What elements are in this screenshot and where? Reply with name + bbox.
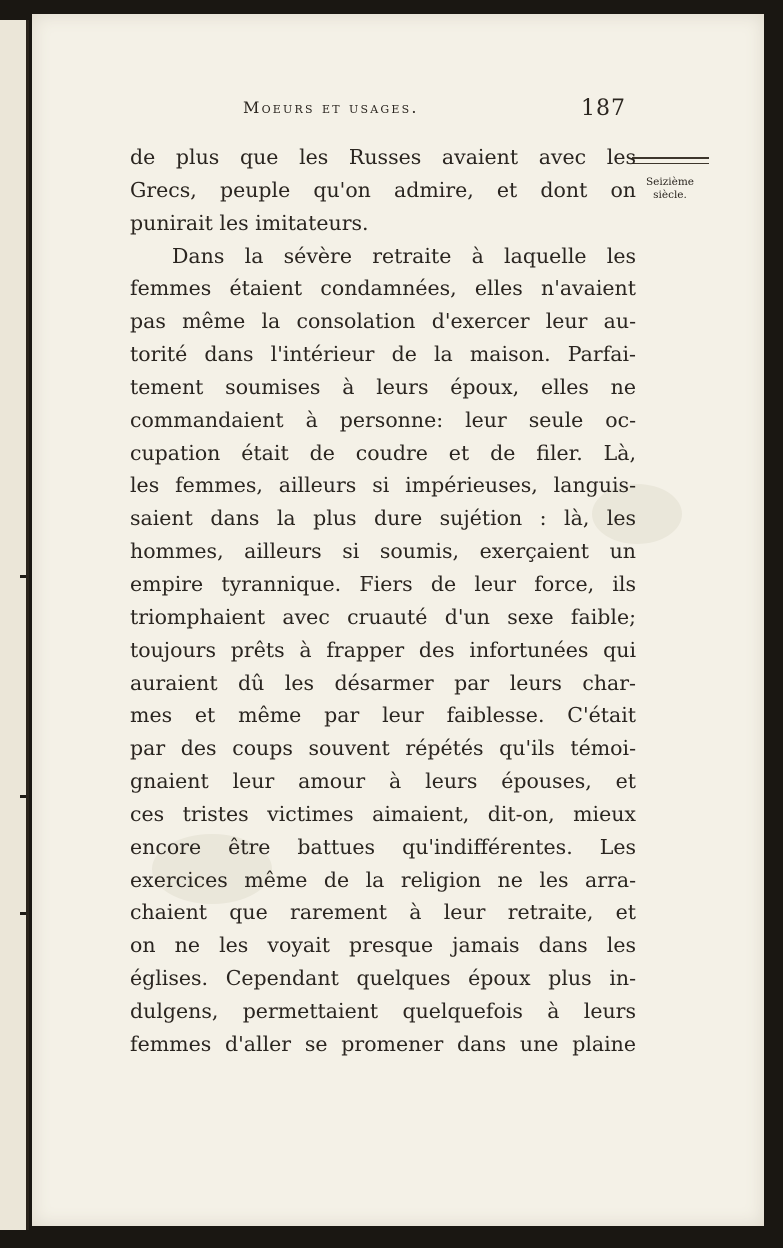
text-line: triomphaient avec cruauté d'un sexe faible; [130, 604, 636, 629]
page-number: 187 [581, 96, 626, 121]
text-line: gnaient leur amour à leurs épouses, et [130, 769, 636, 794]
text-line: auraient dû les désarmer par leurs char- [130, 670, 636, 695]
text-line: saient dans la plus dure sujétion : là, les [130, 506, 636, 531]
text-line: églises. Cependant quelques époux plus in- [130, 966, 636, 991]
text-line: pas même la consolation d'exercer leur au- [130, 309, 636, 334]
text-line: empire tyrannique. Fiers de leur force, ils [130, 571, 636, 596]
margin-rule [632, 157, 709, 164]
text-line: femmes d'aller se promener dans une plaine [130, 1031, 636, 1056]
text-line: tement soumises à leurs époux, elles ne [130, 374, 636, 399]
text-line: par des coups souvent répétés qu'ils témoi- [130, 736, 636, 761]
text-line: chaient que rarement à leur retraite, et [130, 900, 636, 925]
text-line: mes et même par leur faiblesse. C'était [130, 703, 636, 728]
binding-mark [20, 912, 26, 915]
text-line: commandaient à personne: leur seule oc- [130, 407, 636, 432]
text-line: les femmes, ailleurs si impérieuses, languis- [130, 473, 636, 498]
text-line: ces tristes victimes aimaient, dit-on, mieux [130, 801, 636, 826]
text-line: dulgens, permettaient quelquefois à leurs [130, 998, 636, 1023]
text-line: on ne les voyait presque jamais dans les [130, 933, 636, 958]
text-line: toujours prêts à frapper des infortunées qui [130, 637, 636, 662]
text-line: femmes étaient condamnées, elles n'avaient [130, 276, 636, 301]
text-line: Dans la sévère retraite à laquelle les [172, 243, 636, 268]
binding-mark [20, 575, 26, 578]
text-line: cupation était de coudre et de filer. Là, [130, 440, 636, 465]
margin-note: Seizième siècle. [645, 176, 695, 201]
text-line: hommes, ailleurs si soumis, exerçaient un [130, 539, 636, 564]
text-line: Grecs, peuple qu'on admire, et dont on [130, 177, 636, 202]
running-head: Moeurs et usages. [243, 98, 419, 117]
text-line: encore être battues qu'indifférentes. Les [130, 834, 636, 859]
text-line: punirait les imitateurs. [130, 210, 369, 235]
text-line: exercices même de la religion ne les arra- [130, 867, 636, 892]
text-line: de plus que les Russes avaient avec les [130, 145, 636, 169]
body-text [130, 141, 636, 1061]
binding-mark [20, 795, 26, 798]
page-header [243, 96, 628, 128]
text-line: torité dans l'intérieur de la maison. Parfai- [130, 342, 636, 367]
previous-page-edge [0, 20, 29, 1230]
